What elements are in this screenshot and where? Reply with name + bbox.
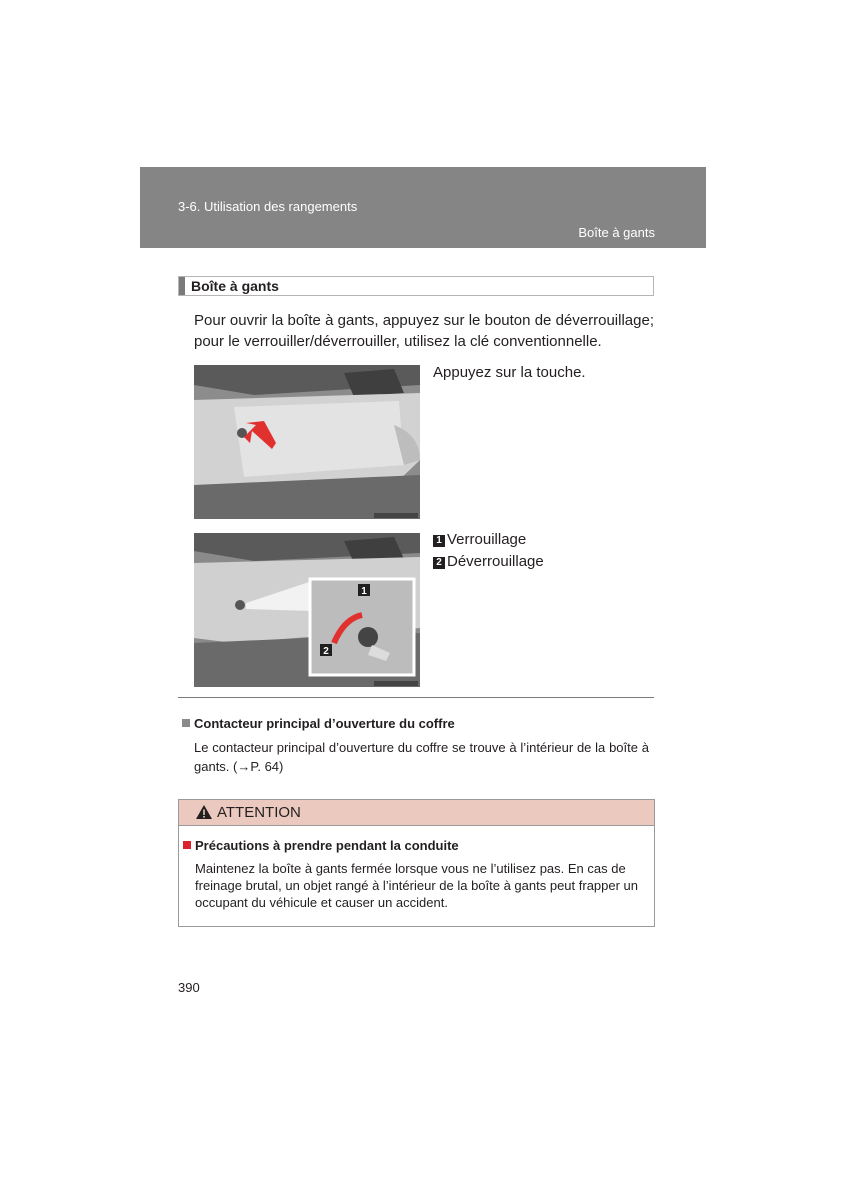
section-title: Boîte à gants — [191, 278, 279, 294]
svg-text:2: 2 — [323, 646, 329, 657]
warning-title — [183, 838, 459, 853]
legend-item-lock — [433, 529, 544, 551]
section-divider — [178, 697, 654, 698]
legend-number-badge: 1 — [433, 535, 445, 547]
page-number: 390 — [178, 980, 200, 995]
figure2-legend — [433, 529, 544, 573]
figure1-caption: Appuyez sur la touche. — [433, 364, 586, 381]
svg-text:1: 1 — [361, 586, 367, 597]
intro-paragraph: Pour ouvrir la boîte à gants, appuyez sur le bouton de déverrouillage; pour le verrouiller/déverrouiller, utilisez la clé conventionnelle. — [194, 312, 654, 350]
warning-header — [179, 800, 654, 826]
legend-label: Déverrouillage — [447, 553, 544, 570]
glove-box-button-photo — [194, 365, 420, 519]
square-bullet-icon — [182, 719, 190, 727]
warning-body: Maintenez la boîte à gants fermée lorsque vous ne l’utilisez pas. En cas de freinage brutal, un objet rangé à l’intérieur de la boîte à gants peut frapper un occupant du véhicule et causer un accident. — [195, 861, 639, 910]
warning-label: ATTENTION — [217, 804, 301, 821]
note-body: Le contacteur principal d’ouverture du coffre se trouve à l’intérieur de la boîte à gants. (→P. 64) — [194, 740, 649, 774]
note-title-text: Contacteur principal d’ouverture du coffre — [194, 716, 455, 731]
legend-number-badge: 2 — [433, 557, 445, 569]
warning-triangle-icon — [195, 804, 213, 820]
square-bullet-icon — [183, 841, 191, 849]
section-heading: 3-6. Utilisation des rangements — [178, 199, 358, 214]
warning-box — [178, 799, 655, 927]
note-title — [182, 716, 455, 731]
glove-box-lock-photo — [194, 533, 420, 687]
legend-label: Verrouillage — [447, 531, 527, 548]
legend-item-unlock — [433, 551, 544, 573]
topic-heading: Boîte à gants — [578, 225, 655, 240]
warning-title-text: Précautions à prendre pendant la conduite — [195, 838, 459, 853]
section-title-box — [178, 276, 654, 296]
section-title-marker — [179, 277, 185, 295]
chapter-header — [140, 167, 706, 248]
